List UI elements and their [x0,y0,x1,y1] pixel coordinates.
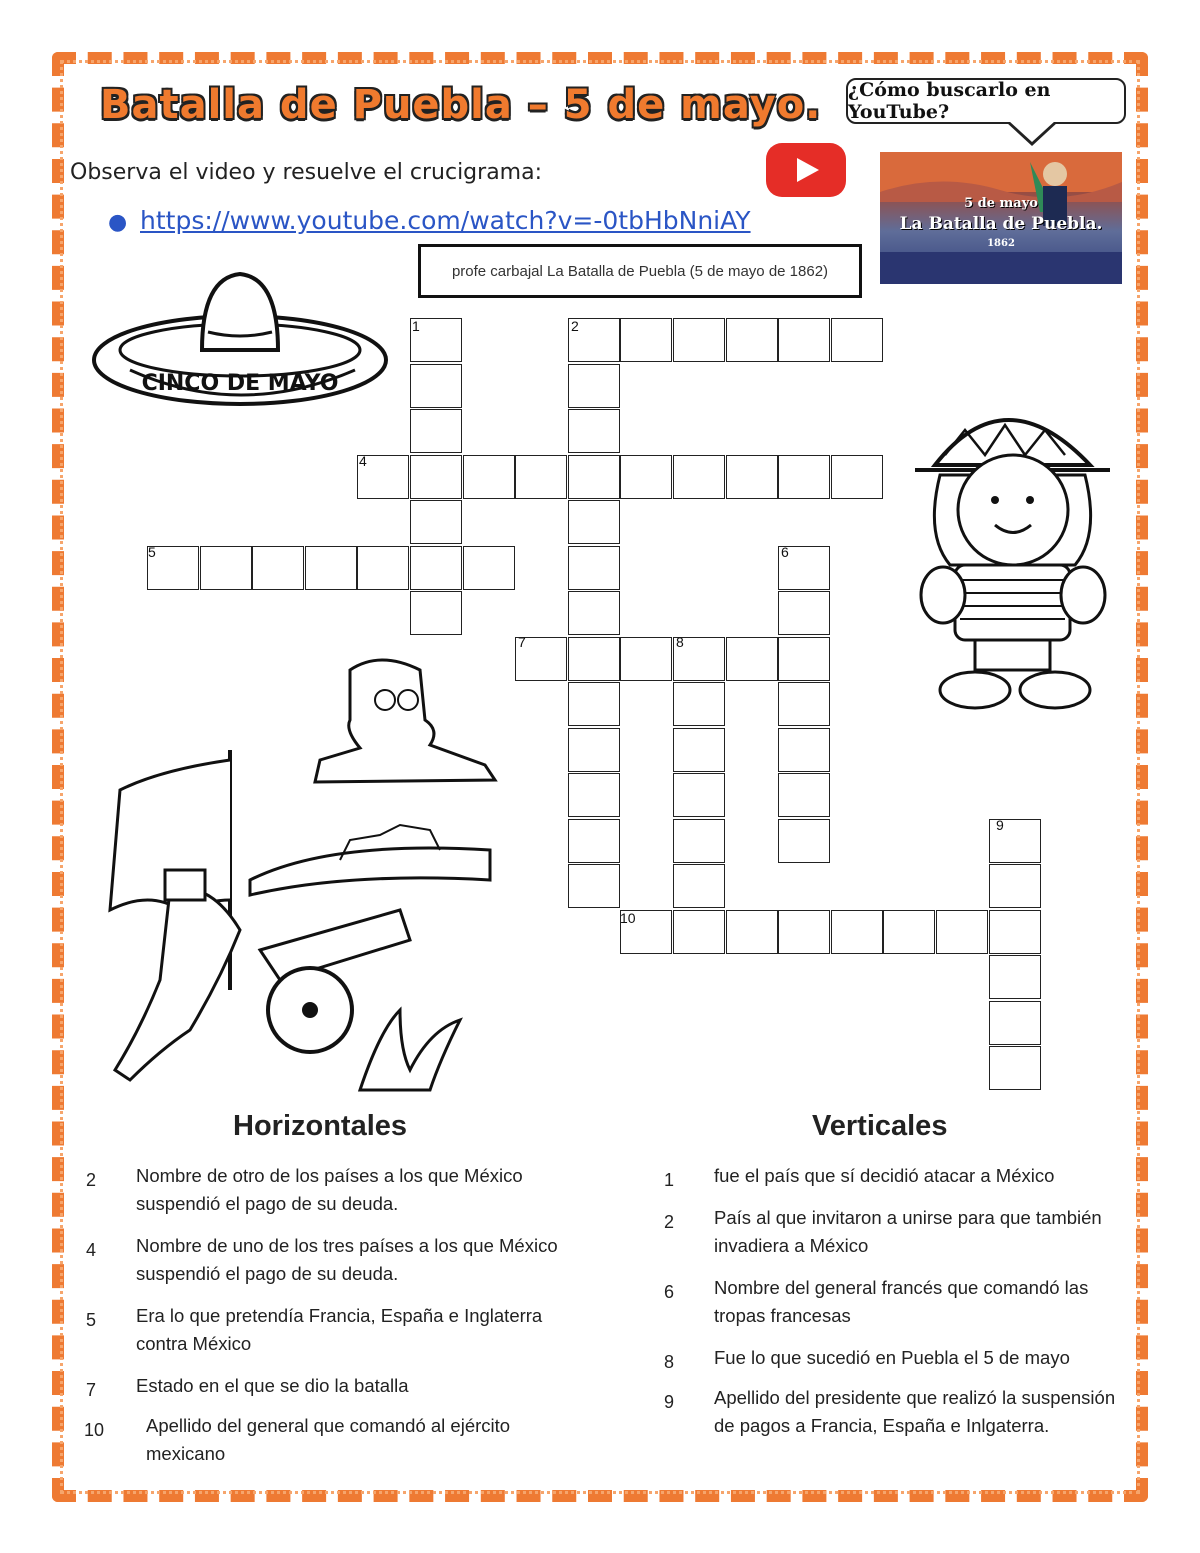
crossword-cell[interactable] [726,637,778,681]
crossword-cell[interactable] [831,455,883,499]
crossword-cell[interactable] [357,546,409,590]
crossword-cell[interactable] [410,500,462,544]
crossword-cell[interactable] [252,546,304,590]
h-clue-text: Nombre de otro de los países a los que México suspendió el pago de su deuda. [136,1165,523,1214]
crossword-cell[interactable] [989,910,1041,954]
crossword-cell[interactable] [200,546,252,590]
crossword-cell[interactable] [568,819,620,863]
crossword-cell[interactable] [620,455,672,499]
crossword-cell[interactable] [620,637,672,681]
crossword-cell[interactable] [778,819,830,863]
crossword-cell[interactable] [673,318,725,362]
crossword-cell[interactable] [989,1001,1041,1045]
clue-number-7: 7 [518,634,526,650]
thumbnail-line-1: 5 de mayo [964,196,1038,211]
h-clue-number: 5 [86,1310,97,1330]
crossword-cell[interactable] [568,728,620,772]
instruction-text: Observa el video y resuelve el crucigrama: [70,160,543,185]
clue-number-9: 9 [996,817,1004,833]
v-clue-text: País al que invitaron a unirse para que también invadiera a México [714,1207,1102,1256]
crossword-cell[interactable] [778,455,830,499]
h-clue-number: 10 [84,1420,105,1440]
crossword-cell[interactable] [673,682,725,726]
v-clue-number: 2 [664,1212,675,1232]
crossword-cell[interactable] [778,318,830,362]
h-clue-number: 7 [86,1380,97,1400]
crossword-cell[interactable] [568,682,620,726]
crossword-cell[interactable] [620,318,672,362]
page-title: Batalla de Puebla – 5 de mayo. [100,82,822,128]
crossword-cell[interactable] [410,409,462,453]
crossword-cell[interactable] [568,409,620,453]
crossword-cell[interactable] [673,910,725,954]
h-clue-text: Apellido del general que comandó al ejército mexicano [146,1415,511,1464]
h-clue-text: Estado en el que se dio la batalla [136,1375,409,1396]
crossword-cell[interactable] [989,864,1041,908]
video-title-box: profe carbajal La Batalla de Puebla (5 de mayo de 1862) [418,244,862,298]
crossword-cell[interactable] [673,455,725,499]
video-link[interactable]: https://www.youtube.com/watch?v=-0tbHbNniAY [140,206,751,235]
v-clue-number: 1 [664,1170,675,1190]
v-clue-number: 9 [664,1392,675,1412]
clue-number-6: 6 [781,544,789,560]
crossword-cell[interactable] [568,546,620,590]
v-clue-text: Apellido del presidente que realizó la suspensión de pagos a Francia, España e Inlgaterra. [714,1387,1116,1436]
bullet-icon: ● [108,210,128,235]
v-clue-text: Fue lo que sucedió en Puebla el 5 de mayo [714,1347,1070,1368]
crossword-cell[interactable] [989,955,1041,999]
horizontal-title: Horizontales [233,1110,408,1142]
v-clue-number: 6 [664,1282,675,1302]
crossword-cell[interactable] [778,728,830,772]
h-clue-number: 4 [86,1240,97,1260]
crossword-cell[interactable] [936,910,988,954]
thumbnail-line-2: La Batalla de Puebla. [899,214,1103,234]
clue-number-1: 1 [412,318,420,334]
sombrero-text: CINCO DE MAYO [141,371,339,396]
thumbnail-line-3: 1862 [987,238,1015,249]
crossword-cell[interactable] [410,546,462,590]
speech-bubble: ¿Cómo buscarlo en YouTube? [846,78,1126,124]
v-clue-text: Nombre del general francés que comandó las tropas francesas [714,1277,1089,1326]
crossword-cell[interactable] [726,318,778,362]
v-clue-text: fue el país que sí decidió atacar a México [714,1165,1055,1186]
clue-number-8: 8 [676,634,684,650]
crossword-cell[interactable] [568,773,620,817]
crossword-cell[interactable] [568,637,620,681]
crossword-cell[interactable] [831,910,883,954]
crossword-cell[interactable] [778,637,830,681]
crossword-cell[interactable] [568,364,620,408]
crossword-cell[interactable] [778,682,830,726]
clue-number-2: 2 [571,318,579,334]
crossword-cell[interactable] [673,728,725,772]
crossword-cell[interactable] [568,500,620,544]
crossword-cell[interactable] [831,318,883,362]
crossword-cell[interactable] [568,591,620,635]
crossword-cell[interactable] [410,455,462,499]
crossword-cell[interactable] [989,1046,1041,1090]
h-clue-number: 2 [86,1170,97,1190]
crossword-cell[interactable] [568,864,620,908]
crossword-cell[interactable] [778,773,830,817]
crossword-cell[interactable] [463,455,515,499]
v-clue-number: 8 [664,1352,675,1372]
clue-number-10: 10 [620,910,636,926]
crossword-cell[interactable] [726,910,778,954]
crossword-cell[interactable] [726,455,778,499]
h-clue-text: Era lo que pretendía Francia, España e Inglaterra contra México [136,1305,543,1354]
crossword-cell[interactable] [568,455,620,499]
clue-number-5: 5 [148,544,156,560]
crossword-cell[interactable] [673,819,725,863]
crossword-cell[interactable] [778,591,830,635]
crossword-cell[interactable] [515,455,567,499]
crossword-cell[interactable] [463,546,515,590]
crossword-cell[interactable] [305,546,357,590]
vertical-title: Verticales [812,1110,948,1142]
crossword-cell[interactable] [673,773,725,817]
clue-number-4: 4 [359,453,367,469]
crossword-cell[interactable] [410,591,462,635]
crossword-cell[interactable] [778,910,830,954]
crossword-cell[interactable] [673,864,725,908]
crossword-cell[interactable] [410,364,462,408]
h-clue-text: Nombre de uno de los tres países a los que México suspendió el pago de su deuda. [136,1235,558,1284]
crossword-cell[interactable] [883,910,935,954]
